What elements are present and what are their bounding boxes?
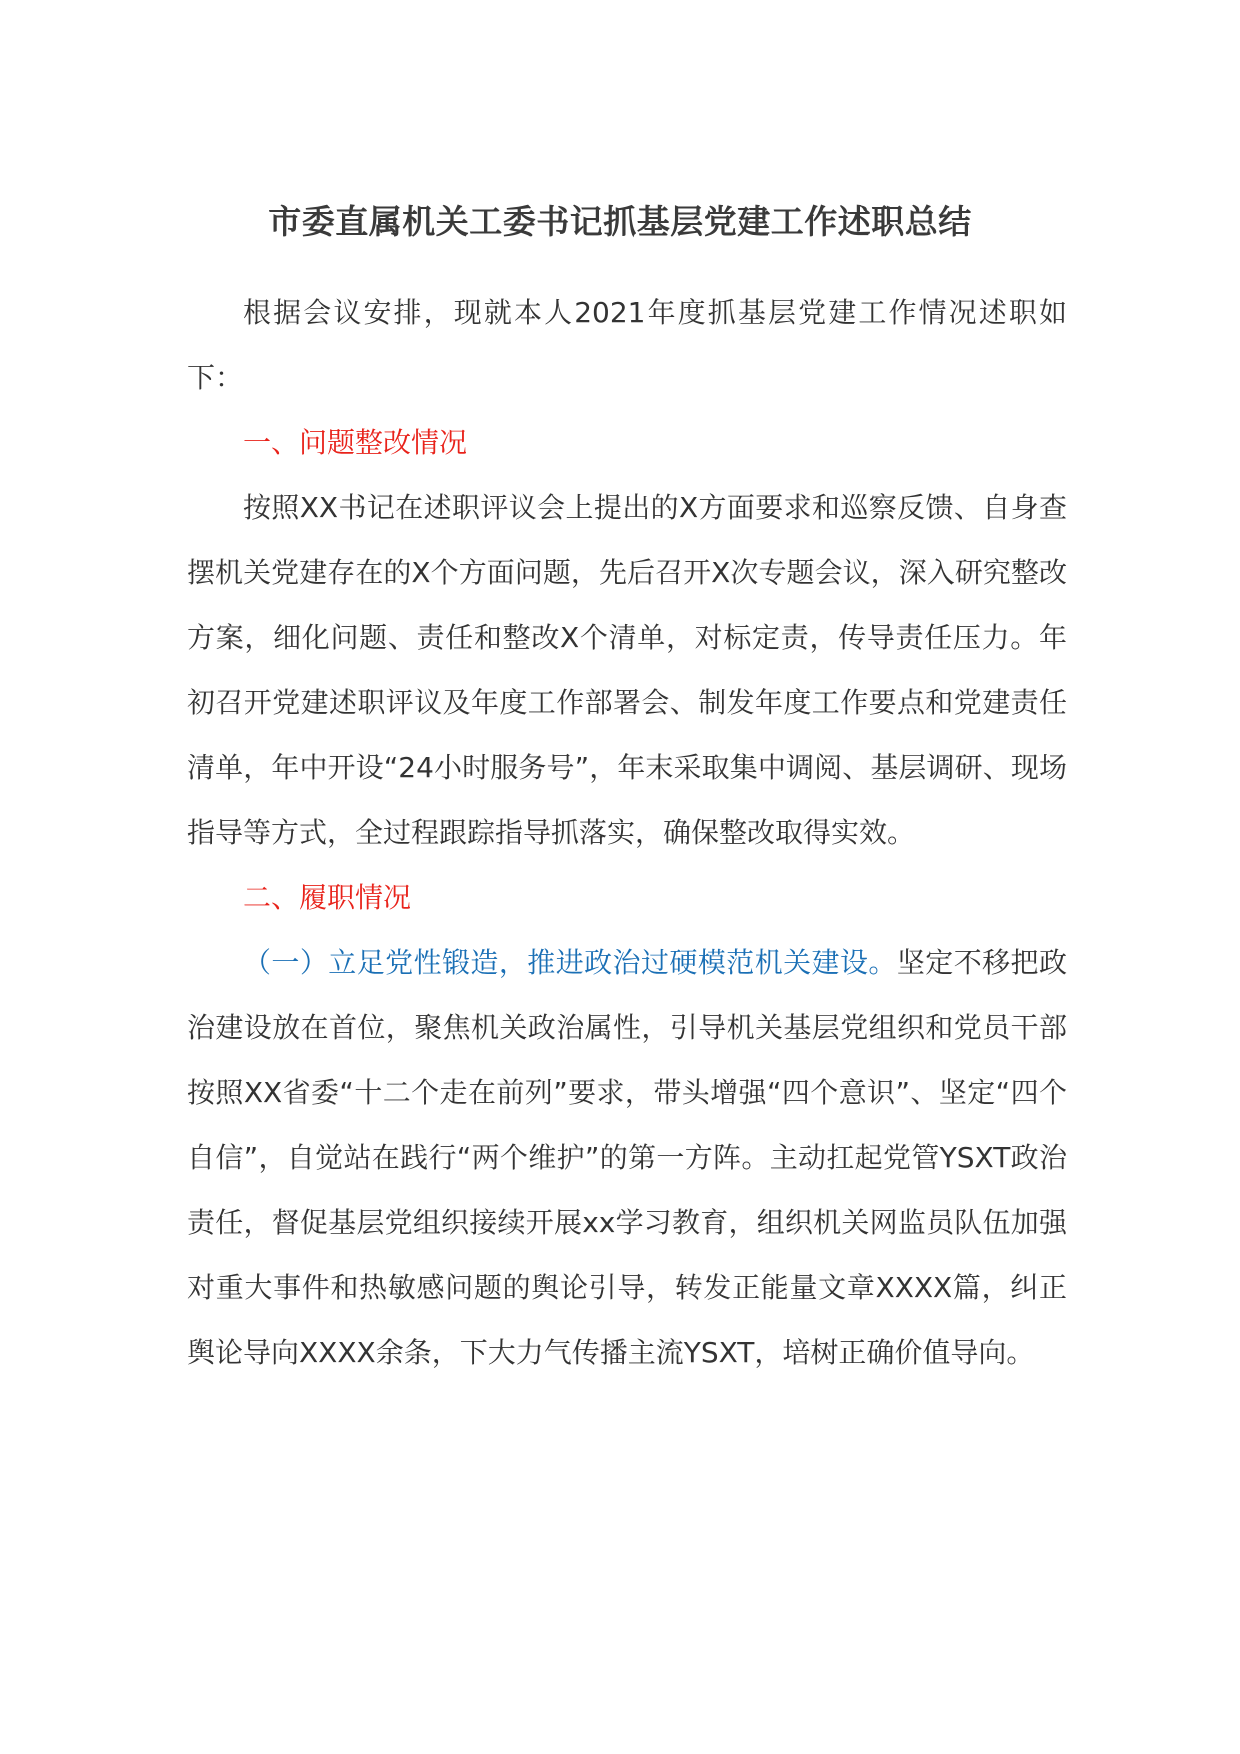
document-body: [187, 280, 1067, 1385]
document-title: 市委直属机关工委书记抓基层党建工作述职总结: [268, 202, 972, 241]
section-2-paragraph-text: 坚定不移把政治建设放在首位，聚焦机关政治属性，引导机关基层党组织和党员干部按照XX省委“十二个走在前列”要求，带头增强“四个意识”、坚定“四个自信”，自觉站在践行“两个维护”的第一方阵。主动扛起党管YSXT政治责任，督促基层党组织接续开展xx学习教育，组织机关网监员队伍加强对重大事件和热敏感问题的舆论引导，转发正能量文章XXXX篇，纠正舆论导向XXXX余条，下大力气传播主流YSXT，培树正确价值导向。: [187, 946, 1067, 1369]
section-2-heading: 二、履职情况: [243, 881, 412, 914]
section-1-paragraph: 按照XX书记在述职评议会上提出的X方面要求和巡察反馈、自身查摆机关党建存在的X个方面问题，先后召开X次专题会议，深入研究整改方案，细化问题、责任和整改X个清单，对标定责，传导责任压力。年初召开党建述职评议及年度工作部署会、制发年度工作要点和党建责任清单，年中开设“24小时服务号”，年末采取集中调阅、基层调研、现场指导等方式，全过程跟踪指导抓落实，确保整改取得实效。: [187, 491, 1067, 849]
section-2-subheading: （一）立足党性锻造，推进政治过硬模范机关建设。: [243, 946, 897, 979]
section-2-paragraph: [187, 930, 1067, 1385]
section-1-heading: 一、问题整改情况: [243, 426, 468, 459]
intro-paragraph: 根据会议安排，现就本人2021年度抓基层党建工作情况述职如下：: [187, 296, 1067, 394]
